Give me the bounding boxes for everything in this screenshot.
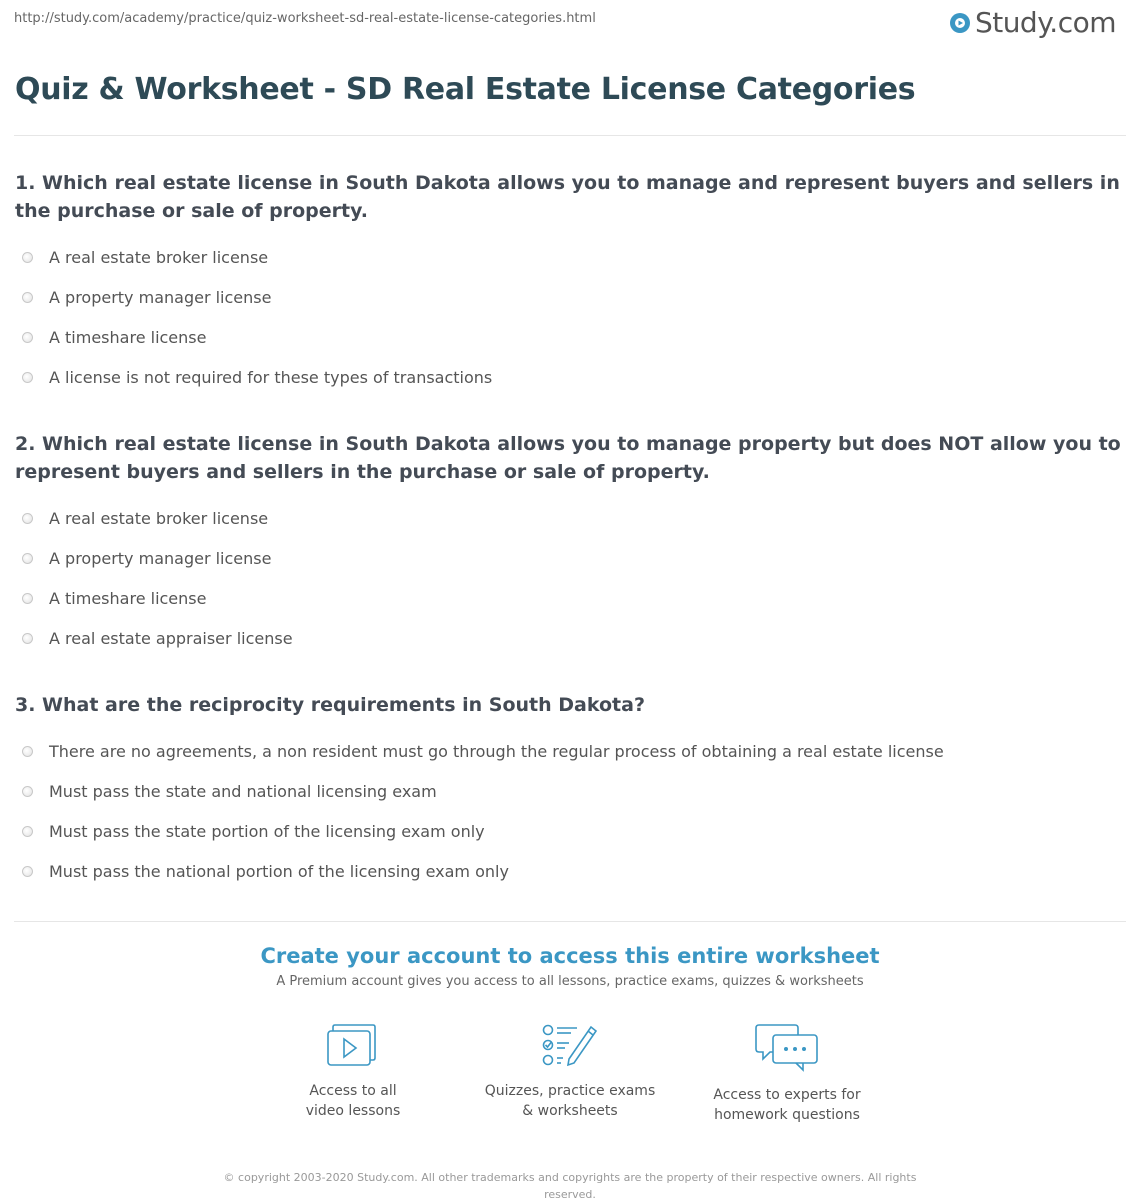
radio-button[interactable] bbox=[22, 332, 33, 343]
feature-experts bbox=[679, 1023, 896, 1125]
promo-subtitle: A Premium account gives you access to all lessons, practice exams, quizzes & worksheets bbox=[276, 974, 864, 989]
answer-option[interactable] bbox=[15, 498, 1125, 538]
radio-button[interactable] bbox=[22, 633, 33, 644]
answer-label: A real estate appraiser license bbox=[49, 628, 293, 648]
answer-label: A real estate broker license bbox=[49, 508, 269, 528]
radio-button[interactable] bbox=[22, 252, 33, 263]
page-title: Quiz & Worksheet - SD Real Estate License Categories bbox=[15, 72, 916, 107]
radio-button[interactable] bbox=[22, 292, 33, 303]
answer-label: There are no agreements, a non resident must go through the regular process of obtaining a real estate license bbox=[49, 741, 944, 761]
promo-divider bbox=[14, 921, 1126, 922]
question-list bbox=[0, 169, 1140, 891]
answer-option[interactable] bbox=[15, 851, 1125, 891]
video-lessons-icon bbox=[326, 1023, 380, 1069]
question-text: 3. What are the reciprocity requirements in South Dakota? bbox=[15, 694, 645, 716]
answer-options bbox=[15, 237, 1125, 397]
question-text: 1. Which real estate license in South Dakota allows you to manage and represent buyers and sellers in the purchase or sale of property. bbox=[15, 172, 1120, 222]
page-url: http://study.com/academy/practice/quiz-worksheet-sd-real-estate-license-categories.html bbox=[14, 11, 596, 26]
answer-option[interactable] bbox=[15, 237, 1125, 277]
radio-button[interactable] bbox=[22, 593, 33, 604]
radio-button[interactable] bbox=[22, 826, 33, 837]
chat-bubbles-icon bbox=[755, 1023, 819, 1073]
question-2 bbox=[15, 430, 1125, 658]
feature-text-line: video lessons bbox=[305, 1103, 401, 1119]
feature-text-line: homework questions bbox=[714, 1107, 860, 1123]
radio-button[interactable] bbox=[22, 513, 33, 524]
answer-option[interactable] bbox=[15, 317, 1125, 357]
answer-label: Must pass the state and national licensing exam bbox=[49, 781, 437, 801]
answer-options bbox=[15, 731, 1125, 891]
answer-option[interactable] bbox=[15, 357, 1125, 397]
question-text: 2. Which real estate license in South Dakota allows you to manage property but does NOT allow you to represent buyers and sellers in the purchase or sale of property. bbox=[15, 433, 1121, 483]
answer-option[interactable] bbox=[15, 277, 1125, 317]
question-3 bbox=[15, 691, 1125, 891]
feature-text-line: Access to experts for bbox=[713, 1087, 861, 1103]
radio-button[interactable] bbox=[22, 372, 33, 383]
top-bar bbox=[0, 0, 1140, 56]
answer-option[interactable] bbox=[15, 771, 1125, 811]
radio-button[interactable] bbox=[22, 866, 33, 877]
answer-label: A property manager license bbox=[49, 548, 272, 568]
title-divider bbox=[14, 135, 1126, 136]
feature-text-line: Access to all bbox=[309, 1083, 397, 1099]
question-1 bbox=[15, 169, 1125, 397]
answer-option[interactable] bbox=[15, 618, 1125, 658]
answer-option[interactable] bbox=[15, 811, 1125, 851]
answer-option[interactable] bbox=[15, 578, 1125, 618]
answer-option[interactable] bbox=[15, 538, 1125, 578]
feature-list bbox=[0, 1023, 1140, 1125]
quiz-checklist-icon bbox=[541, 1023, 599, 1069]
answer-option[interactable] bbox=[15, 731, 1125, 771]
answer-label: Must pass the state portion of the licensing exam only bbox=[49, 821, 485, 841]
study-logo[interactable] bbox=[949, 6, 1116, 39]
answer-label: A license is not required for these types of transactions bbox=[49, 367, 493, 387]
answer-label: A property manager license bbox=[49, 287, 272, 307]
copyright-footer: © copyright 2003-2020 Study.com. All other trademarks and copyrights are the property of their respective owners. All rights reserved. bbox=[223, 1171, 917, 1201]
radio-button[interactable] bbox=[22, 553, 33, 564]
feature-text-line: Quizzes, practice exams bbox=[484, 1083, 656, 1099]
create-account-link[interactable]: Create your account to access this entire worksheet bbox=[260, 944, 880, 968]
radio-button[interactable] bbox=[22, 746, 33, 757]
feature-text-line: & worksheets bbox=[522, 1103, 618, 1119]
radio-button[interactable] bbox=[22, 786, 33, 797]
answer-options bbox=[15, 498, 1125, 658]
feature-quizzes bbox=[462, 1023, 679, 1125]
logo-text: Study.com bbox=[974, 6, 1116, 39]
answer-label: A real estate broker license bbox=[49, 247, 269, 267]
answer-label: Must pass the national portion of the licensing exam only bbox=[49, 861, 509, 881]
feature-video-lessons bbox=[245, 1023, 462, 1125]
play-circle-icon bbox=[949, 12, 971, 34]
answer-label: A timeshare license bbox=[49, 327, 207, 347]
premium-promo bbox=[0, 944, 1140, 1125]
answer-label: A timeshare license bbox=[49, 588, 207, 608]
